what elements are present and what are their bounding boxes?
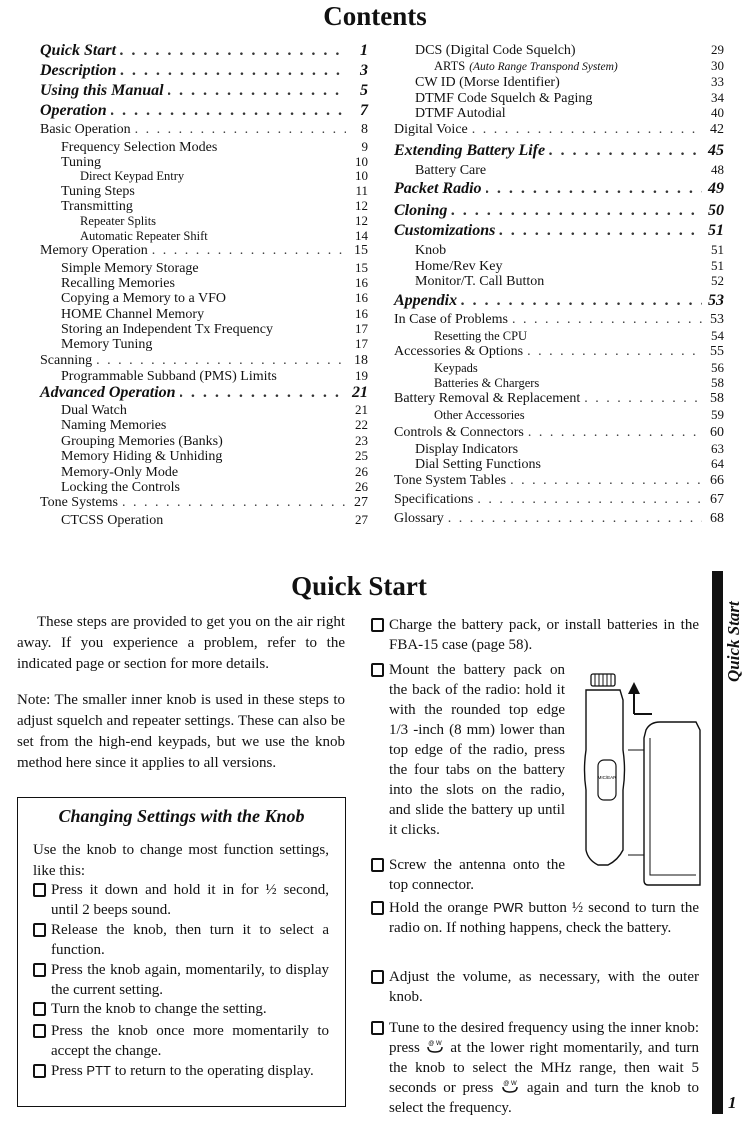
- toc-entry: [394, 492, 724, 508]
- toc-entry-label: Simple Memory Storage: [61, 261, 199, 276]
- toc-entry-note: (Auto Range Transpond System): [469, 61, 618, 73]
- toc-entry-label: Customizations: [394, 222, 496, 239]
- toc-entry-label: Batteries & Chargers: [434, 376, 540, 390]
- toc-entry: [40, 495, 368, 511]
- toc-entry: [40, 479, 368, 496]
- toc-entry-label: Specifications: [394, 492, 474, 507]
- toc-entry-page: 53: [710, 312, 724, 327]
- toc-entry-page: 48: [711, 162, 724, 177]
- toc-entry-label: Basic Operation: [40, 122, 131, 137]
- toc-entry: [394, 456, 724, 473]
- toc-entry-page: 10: [355, 154, 368, 169]
- toc-entry-label: Memory-Only Mode: [61, 465, 179, 480]
- toc-leader: [512, 312, 702, 328]
- toc-entry-label: Packet Radio: [394, 180, 482, 197]
- intro-paragraph: These steps are provided to get you on the air right away. If you experience a problem, refer to the indicated page or section for more details.: [17, 614, 345, 672]
- toc-entry-page: 14: [355, 228, 368, 243]
- toc-entry-page: 66: [710, 473, 724, 488]
- toc-entry-page: 11: [355, 183, 368, 198]
- toc-entry: [40, 512, 368, 529]
- knob-step-6: Press PTT to return to the operating display.: [33, 1061, 329, 1081]
- toc-entry-label: Dual Watch: [61, 403, 127, 418]
- toc-entry: [394, 344, 724, 360]
- knob-step-4: Turn the knob to change the setting.: [33, 999, 329, 1019]
- checkbox-icon: [371, 618, 384, 632]
- toc-entry: [40, 168, 368, 184]
- toc-entry-page: 15: [355, 260, 368, 275]
- page-number: 1: [728, 1093, 737, 1112]
- knob-key-icon: [425, 1039, 445, 1053]
- toc-entry-page: 3: [360, 62, 368, 79]
- toc-leader: [510, 473, 702, 489]
- toc-entry: [394, 375, 724, 391]
- toc-entry-page: 10: [355, 168, 368, 183]
- checkbox-icon: [33, 1024, 46, 1038]
- svg-text:@ W: @ W: [503, 1081, 517, 1087]
- toc-entry-page: 67: [710, 492, 724, 507]
- toc-leader: [120, 62, 346, 80]
- toc-entry-page: 26: [355, 479, 368, 494]
- toc-entry: [40, 417, 368, 434]
- toc-entry-page: 17: [355, 321, 368, 336]
- toc-entry-page: 16: [355, 275, 368, 290]
- toc-entry-page: 26: [355, 464, 368, 479]
- toc-leader: [152, 243, 346, 259]
- toc-leader: [528, 425, 702, 441]
- toc-entry-label: Resetting the CPU: [434, 329, 528, 343]
- toc-entry-label: Dial Setting Functions: [415, 457, 541, 472]
- toc-entry-label: Transmitting: [61, 199, 133, 214]
- toc-entry: [40, 213, 368, 229]
- toc-entry-label: Memory Operation: [40, 243, 148, 258]
- toc-entry-page: 27: [354, 495, 368, 510]
- toc-entry-page: 9: [361, 139, 368, 154]
- note-paragraph: Note: The smaller inner knob is used in these steps to adjust squelch and repeater settings. These can also be set from the high-end keypads, but we use the knob method here since it applies to all versions.: [17, 692, 345, 771]
- toc-entry: [394, 222, 724, 240]
- toc-entry: [394, 273, 724, 290]
- toc-entry-page: 49: [708, 180, 724, 197]
- toc-entry-label: Description: [40, 62, 117, 79]
- toc-entry-label: Other Accessories: [434, 408, 525, 422]
- toc-entry-page: 63: [711, 441, 724, 456]
- toc-entry: [394, 142, 724, 160]
- toc-entry-page: 55: [710, 344, 724, 359]
- toc-entry-label: Direct Keypad Entry: [80, 169, 185, 183]
- toc-entry-label: Using this Manual: [40, 82, 164, 99]
- checkbox-icon: [33, 1064, 46, 1078]
- toc-entry-page: 56: [711, 360, 724, 375]
- knob-step-2: Release the knob, then turn it to select a function.: [33, 920, 329, 960]
- toc-entry: [394, 162, 724, 179]
- toc-leader: [111, 102, 346, 120]
- toc-entry-label: Glossary: [394, 511, 444, 526]
- toc-entry-page: 18: [354, 353, 368, 368]
- toc-entry-page: 23: [355, 433, 368, 448]
- checkbox-icon: [33, 883, 46, 897]
- toc-entry-page: 40: [711, 105, 724, 120]
- toc-entry-label: Accessories & Options: [394, 344, 524, 359]
- toc-entry-page: 21: [352, 384, 368, 401]
- toc-entry: [40, 290, 368, 307]
- toc-leader: [461, 292, 702, 310]
- toc-entry-label: Appendix: [394, 292, 458, 309]
- toc-entry-page: 12: [355, 198, 368, 213]
- toc-entry-page: 15: [354, 243, 368, 258]
- toc-entry: [394, 180, 724, 198]
- toc-entry: [40, 228, 368, 244]
- toc-entry-label: Copying a Memory to a VFO: [61, 291, 227, 306]
- toc-entry: [394, 242, 724, 259]
- toc-leader: [168, 82, 346, 100]
- battery-mount-illustration: [568, 660, 711, 895]
- toc-entry: [40, 243, 368, 259]
- toc-entry-page: 51: [711, 258, 724, 273]
- toc-entry-page: 17: [355, 336, 368, 351]
- checkbox-icon: [33, 963, 46, 977]
- toc-entry-page: 53: [708, 292, 724, 309]
- toc-entry: [40, 448, 368, 465]
- toc-entry: [394, 360, 724, 376]
- step-volume: Adjust the volume, as necessary, with the outer knob.: [371, 967, 699, 1007]
- toc-entry-label: Tone Systems: [40, 495, 118, 510]
- toc-entry-page: 8: [361, 122, 368, 137]
- toc-entry: [394, 58, 724, 74]
- toc-leader: [477, 492, 702, 508]
- toc-entry: [40, 82, 368, 100]
- toc-entry: [394, 202, 724, 220]
- toc-entry-label: Extending Battery Life: [394, 142, 546, 159]
- toc-entry: [394, 122, 724, 138]
- toc-entry-label: Operation: [40, 102, 107, 119]
- toc-entry: [394, 312, 724, 328]
- toc-entry-page: 64: [711, 456, 724, 471]
- toc-entry: [394, 473, 724, 489]
- toc-entry-page: 58: [710, 391, 724, 406]
- knob-box-intro: Use the knob to change most function settings, like this:: [33, 842, 329, 879]
- toc-entry-label: Naming Memories: [61, 418, 167, 433]
- toc-entry-label: Frequency Selection Modes: [61, 140, 218, 155]
- checkbox-icon: [371, 901, 384, 915]
- toc-entry: [394, 105, 724, 122]
- toc-entry-label: In Case of Problems: [394, 312, 508, 327]
- toc-entry-page: 34: [711, 90, 724, 105]
- svg-text:MIC/EAR: MIC/EAR: [597, 775, 617, 780]
- toc-entry-page: 30: [711, 58, 724, 73]
- toc-entry-label: Digital Voice: [394, 122, 468, 137]
- checkbox-icon: [371, 1021, 384, 1035]
- toc-entry-label: CW ID (Morse Identifier): [415, 75, 560, 90]
- toc-entry-label: Display Indicators: [415, 442, 519, 457]
- toc-leader: [584, 391, 702, 407]
- toc-leader: [120, 42, 346, 60]
- toc-entry-label: Automatic Repeater Shift: [80, 229, 208, 243]
- knob-step-5: Press the knob once more momentarily to accept the change.: [33, 1021, 329, 1061]
- toc-leader: [472, 122, 702, 138]
- toc-entry-label: Recalling Memories: [61, 276, 175, 291]
- step-mount: Mount the battery pack on the back of the radio: hold it with the rounded top edge 1/3 -inch (8 mm) lower than top edge of the radio, press the four tabs on the battery into the slots on the radio, and slide the battery up until it clicks.: [371, 660, 565, 840]
- toc-entry-label: Locking the Controls: [61, 480, 180, 495]
- step-charge: Charge the battery pack, or install batteries in the FBA-15 case (page 58).: [371, 615, 699, 655]
- side-tab-label: Quick Start: [724, 601, 743, 682]
- toc-leader: [96, 353, 346, 369]
- toc-entry-label: Programmable Subband (PMS) Limits: [61, 369, 277, 384]
- toc-leader: [499, 222, 702, 240]
- toc-entry: [40, 384, 368, 402]
- toc-entry-label: Memory Hiding & Unhiding: [61, 449, 223, 464]
- toc-entry-label: Battery Removal & Replacement: [394, 391, 581, 406]
- checkbox-icon: [371, 663, 384, 677]
- toc-entry-page: 60: [710, 425, 724, 440]
- toc-entry-page: 45: [708, 142, 724, 159]
- toc-entry-page: 29: [711, 42, 724, 57]
- checkbox-icon: [371, 970, 384, 984]
- toc-entry: [40, 353, 368, 369]
- toc-entry-page: 58: [711, 375, 724, 390]
- toc-entry: [40, 102, 368, 120]
- toc-entry-page: 16: [355, 306, 368, 321]
- toc-entry-page: 16: [355, 290, 368, 305]
- knob-key-icon: [500, 1079, 520, 1093]
- toc-entry-page: 7: [360, 102, 368, 119]
- toc-entry-label: Keypads: [434, 361, 478, 375]
- toc-entry-label: Tone System Tables: [394, 473, 507, 488]
- toc-entry-page: 42: [710, 122, 724, 137]
- knob-step-1: Press it down and hold it in for ½ second, until 2 beeps sound.: [33, 880, 329, 920]
- knob-step-3: Press the knob again, momentarily, to display the current setting.: [33, 960, 329, 1000]
- toc-leader: [486, 180, 702, 198]
- toc-entry-label: Tuning Steps: [61, 184, 135, 199]
- toc-entry: [394, 425, 724, 441]
- toc-entry: [394, 42, 724, 59]
- toc-entry: [40, 122, 368, 138]
- toc-entry-label: Tuning: [61, 155, 101, 170]
- toc-leader: [527, 344, 702, 360]
- toc-entry-label: Quick Start: [40, 42, 117, 59]
- toc-entry-page: 5: [360, 82, 368, 99]
- toc-entry-page: 12: [355, 213, 368, 228]
- toc-entry: [40, 336, 368, 353]
- toc-entry: [40, 368, 368, 385]
- toc-entry: [394, 292, 724, 310]
- toc-entry-label: Battery Care: [415, 163, 487, 178]
- step-tune: Tune to the desired frequency using the inner knob: press @ W at the lower right momentarily, and turn the knob to select the MHz range, then wait 5 seconds or press @ W again and turn the knob to select the frequency.: [371, 1018, 699, 1118]
- checkbox-icon: [371, 858, 384, 872]
- checkbox-icon: [33, 923, 46, 937]
- toc-entry-page: 21: [355, 402, 368, 417]
- toc-entry-label: DCS (Digital Code Squelch): [415, 43, 576, 58]
- toc-entry-label: Scanning: [40, 353, 93, 368]
- toc-entry: [40, 62, 368, 80]
- toc-leader: [135, 122, 346, 138]
- toc-entry-page: 33: [711, 74, 724, 89]
- toc-entry-label: Monitor/T. Call Button: [415, 274, 545, 289]
- step-power: Hold the orange PWR button ½ second to turn the radio on. If nothing happens, check the battery.: [371, 898, 699, 938]
- svg-text:@ W: @ W: [428, 1041, 442, 1047]
- toc-entry-label: Home/Rev Key: [415, 259, 503, 274]
- toc-entry: [394, 74, 724, 91]
- quick-start-title: Quick Start: [291, 571, 427, 601]
- toc-entry-label: HOME Channel Memory: [61, 307, 205, 322]
- toc-entry-page: 51: [711, 242, 724, 257]
- toc-entry-page: 59: [711, 407, 724, 422]
- toc-entry-page: 22: [355, 417, 368, 432]
- toc-leader: [448, 511, 702, 527]
- toc-entry-page: 25: [355, 448, 368, 463]
- toc-entry-label: DTMF Autodial: [415, 106, 506, 121]
- toc-entry-page: 27: [355, 512, 368, 527]
- toc-entry-label: Knob: [415, 243, 447, 258]
- toc-leader: [451, 202, 702, 220]
- toc-entry: [394, 328, 724, 344]
- toc-entry-page: 68: [710, 511, 724, 526]
- toc-entry-page: 1: [360, 42, 368, 59]
- checkbox-icon: [33, 1002, 46, 1016]
- toc-leader: [549, 142, 702, 160]
- step-screw: Screw the antenna onto the top connector.: [371, 855, 565, 895]
- knob-box-title: Changing Settings with the Knob: [58, 806, 305, 826]
- toc-entry-label: Memory Tuning: [61, 337, 153, 352]
- toc-entry-label: Repeater Splits: [80, 214, 157, 228]
- toc-entry-label: ARTS: [434, 59, 466, 73]
- toc-entry-label: Advanced Operation: [40, 384, 176, 401]
- toc-entry: [394, 391, 724, 407]
- contents-title: Contents: [323, 1, 427, 31]
- toc-entry: [394, 511, 724, 527]
- toc-entry-label: Storing an Independent Tx Frequency: [61, 322, 274, 337]
- toc-entry-page: 54: [711, 328, 724, 343]
- toc-entry-page: 19: [355, 368, 368, 383]
- toc-entry-label: DTMF Code Squelch & Paging: [415, 91, 593, 106]
- toc-entry-label: Cloning: [394, 202, 448, 219]
- toc-entry: [394, 407, 724, 423]
- toc-entry: [40, 42, 368, 60]
- toc-entry-label: CTCSS Operation: [61, 513, 164, 528]
- toc-entry-page: 50: [708, 202, 724, 219]
- toc-leader: [180, 384, 346, 402]
- toc-entry-page: 51: [708, 222, 724, 239]
- toc-entry-page: 52: [711, 273, 724, 288]
- toc-entry-label: Controls & Connectors: [394, 425, 524, 440]
- toc-entry-label: Grouping Memories (Banks): [61, 434, 223, 449]
- toc-leader: [122, 495, 346, 511]
